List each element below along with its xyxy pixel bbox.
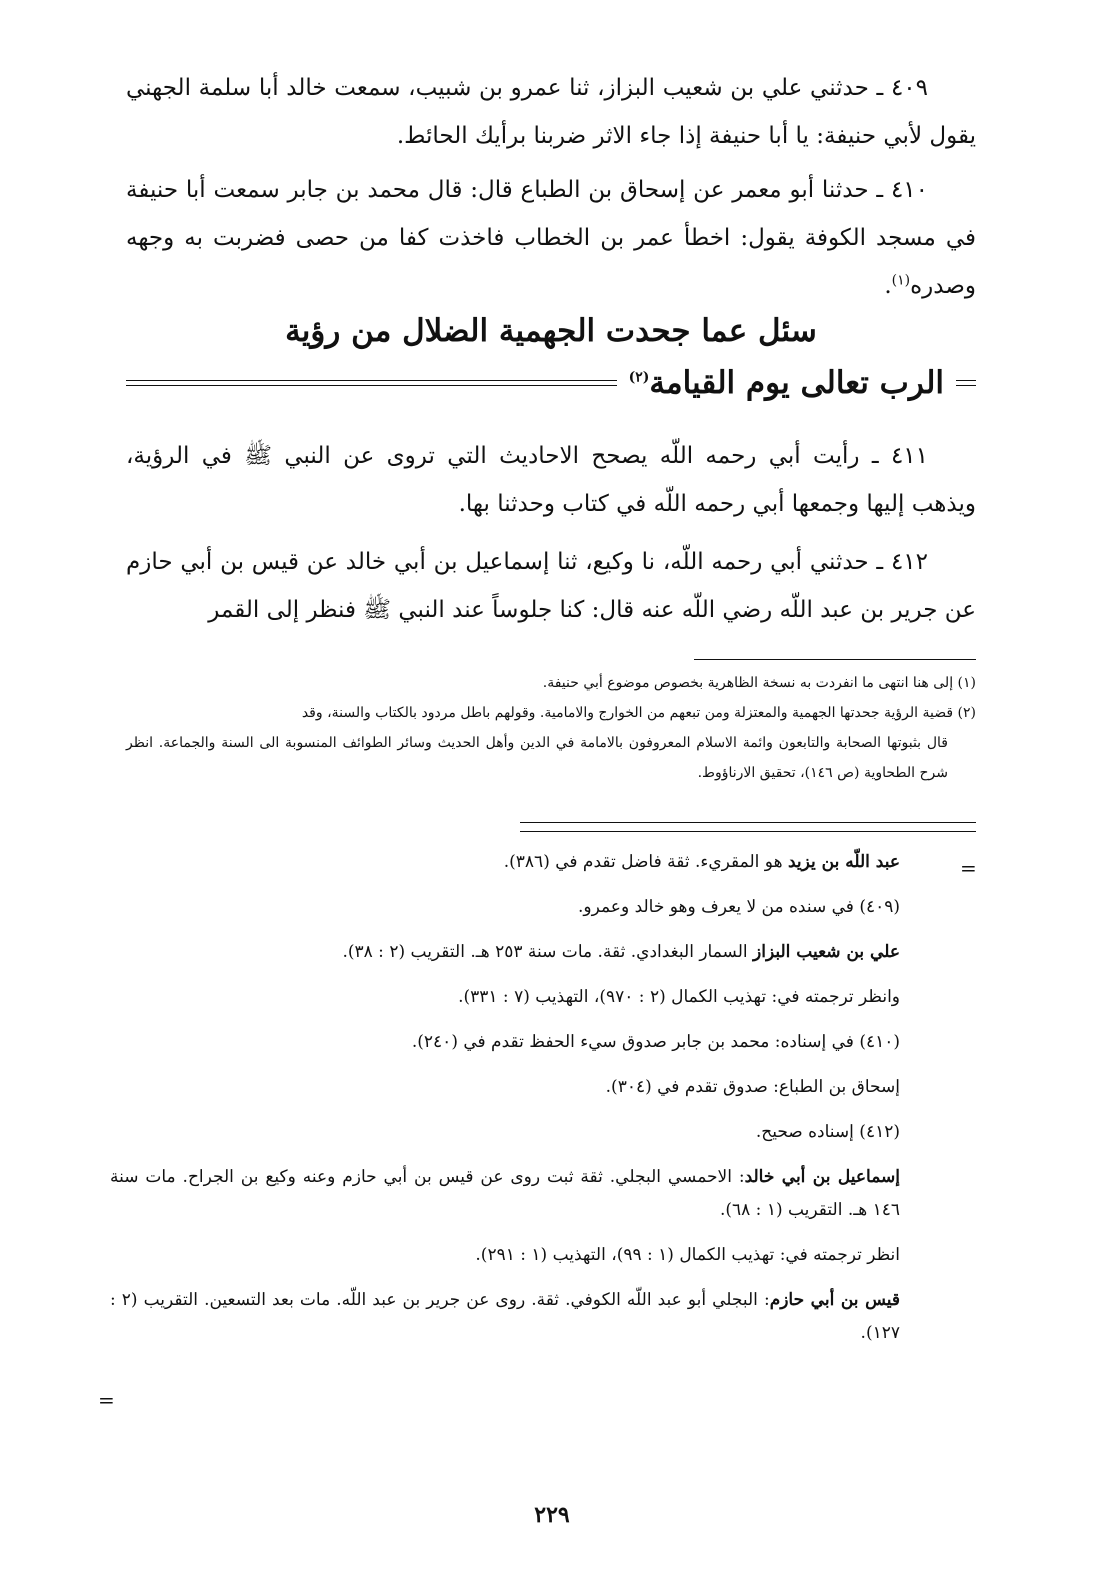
note-text: وانظر ترجمته في: تهذيب الكمال (٢ : ٩٧٠)، التهذيب (٧ : ٣٣١).: [458, 987, 900, 1007]
section-heading-text-line: الرب تعالى يوم القيامة: [649, 365, 944, 401]
note-text: (٤١٢) إسناده صحيح.: [755, 1122, 900, 1142]
page-number: ٢٢٩: [534, 1502, 570, 1528]
editor-notes: [110, 846, 952, 1350]
note-text: : البجلي أبو عبد اللّه الكوفي. ثقة. روى عن جرير بن عبد اللّه. مات بعد التسعين. التقريب (٢ : ١٢٧).: [110, 1290, 900, 1343]
section-heading-text: [629, 357, 944, 409]
continuation-mark-top: =: [960, 856, 977, 880]
continuation-mark-bottom: =: [98, 1388, 115, 1412]
note-item: [110, 1161, 952, 1227]
paragraph-411: ٤١١ ـ رأيت أبي رحمه اللّه يصحح الاحاديث التي تروى عن النبي ﷺ في الرؤية، ويذهب إليها وجمعها أبي رحمه اللّه في كتاب وحدثنا بها.: [126, 443, 976, 517]
heading-rule-right: [956, 380, 976, 386]
note-item: [110, 981, 952, 1014]
note-text: (٤٠٩) في سنده من لا يعرف وهو خالد وعمرو.: [577, 897, 900, 917]
section-heading-line-2: [126, 357, 976, 409]
footnote-2-continued: قال بثبوتها الصحابة والتابعون وائمة الاسلام المعروفون بالامامة في الدين وأهل الحديث وسائر الطوائف المنسوبة الى السنة والجماعة. انظر شرح الطحاوية (ص ١٤٦)، تحقيق الارناؤوط.: [126, 735, 949, 781]
note-item: [110, 846, 952, 879]
note-bold: قيس بن أبي حازم: [769, 1290, 901, 1310]
note-item: [110, 891, 952, 924]
note-text: السمار البغدادي. ثقة. مات سنة ٢٥٣ هـ. التقريب (٢ : ٣٨).: [342, 942, 754, 962]
note-item: [110, 936, 952, 969]
footnote-ref-1: (١): [891, 272, 911, 289]
note-bold: علي بن شعيب البزاز: [753, 942, 900, 962]
footnote-2: (٢) قضية الرؤية جحدتها الجهمية والمعتزلة ومن تبعهم من الخوارج والامامية. وقولهم باطل مردود بالكتاب والسنة، وقد: [301, 705, 976, 721]
section-heading-line-1: سئل عما جحدت الجهمية الضلال من رؤية: [285, 313, 817, 349]
note-text: هو المقريء. ثقة فاضل تقدم في (٣٨٦).: [503, 852, 788, 872]
footnote-separator: [694, 659, 976, 660]
footnotes: [126, 668, 976, 788]
note-item: [110, 1071, 952, 1104]
paragraph-409: ٤٠٩ ـ حدثني علي بن شعيب البزاز، ثنا عمرو بن شبيب، سمعت خالد أبا سلمة الجهني يقول لأبي حنيفة: يا أبا حنيفة إذا جاء الاثر ضربنا برأيك الحائط.: [126, 75, 976, 149]
note-text: (٤١٠) في إسناده: محمد بن جابر صدوق سيء الحفظ تقدم في (٢٤٠).: [411, 1032, 900, 1052]
note-bold: عبد اللّه بن يزيد: [787, 852, 900, 872]
paragraph-412: ٤١٢ ـ حدثني أبي رحمه اللّه، نا وكيع، ثنا إسماعيل بن أبي خالد عن قيس بن أبي حازم عن جرير بن عبد اللّه رضي اللّه عنه قال: كنا جلوساً عند النبي ﷺ فنظر إلى القمر: [126, 549, 976, 623]
main-text-after-heading: [126, 432, 976, 634]
main-text-top: [126, 64, 976, 310]
note-item: [110, 1284, 952, 1350]
footnote-ref-2: (٢): [628, 369, 650, 386]
paragraph-410: ٤١٠ ـ حدثنا أبو معمر عن إسحاق بن الطباع قال: قال محمد بن جابر سمعت أبا حنيفة في مسجد الكوفة يقول: اخطأ عمر بن الخطاب فاخذت كفا من حصى فضربت به وجهه وصدره$^{(١)}$.: [126, 177, 976, 299]
note-text: انظر ترجمته في: تهذيب الكمال (١ : ٩٩)، التهذيب (١ : ٢٩١).: [475, 1245, 900, 1265]
note-item: [110, 1239, 952, 1272]
note-item: [110, 1026, 952, 1059]
heading-rule-left: [126, 380, 617, 386]
note-item: [110, 1116, 952, 1149]
note-text: : الاحمسي البجلي. ثقة ثبت روى عن قيس بن أبي حازم وعنه وكيع بن الجراح. مات سنة ١٤٦ هـ. التقريب (١ : ٦٨).: [110, 1167, 900, 1220]
notes-separator: [520, 822, 976, 832]
footnote-1: (١) إلى هنا انتهى ما انفردت به نسخة الظاهرية بخصوص موضوع أبي حنيفة.: [542, 675, 976, 691]
note-text: إسحاق بن الطباع: صدوق تقدم في (٣٠٤).: [605, 1077, 900, 1097]
paragraph-410-text: ٤١٠ ـ حدثنا أبو معمر عن إسحاق بن الطباع قال: قال محمد بن جابر سمعت أبا حنيفة في مسجد الكوفة يقول: اخطأ عمر بن الخطاب فاخذت كفا من حصى فضربت به وجهه وصدره: [126, 177, 976, 299]
note-bold: إسماعيل بن أبي خالد: [744, 1167, 900, 1187]
